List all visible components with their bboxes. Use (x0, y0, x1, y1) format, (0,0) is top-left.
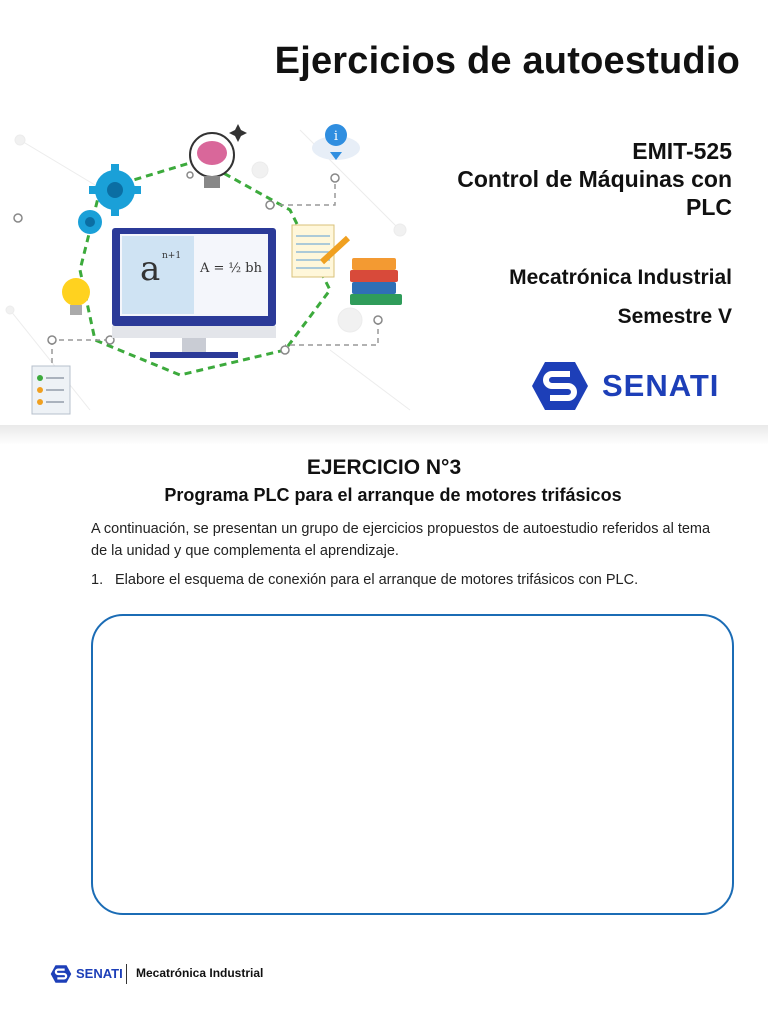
course-name-line1: Control de Máquinas con (457, 166, 732, 192)
task-text: Elabore el esquema de conexión para el arranque de motores trifásicos con PLC. (115, 572, 639, 588)
program-name: Mecatrónica Industrial (509, 266, 732, 289)
svg-text:a: a (140, 249, 161, 289)
course-block (372, 137, 732, 221)
senati-logo (530, 360, 740, 416)
footer-logo-text: SENATI (76, 966, 123, 981)
answer-box[interactable] (91, 614, 734, 915)
intro-paragraph: A continuación, se presentan un grupo de ejercicios propuestos de autoestudio referidos al tema de la unidad y que complementa el aprendizaje. (91, 521, 711, 559)
svg-text:n+1: n+1 (162, 251, 182, 261)
senati-logo-text: SENATI (602, 368, 720, 403)
books-icon (350, 258, 402, 305)
gear-icon (78, 164, 141, 234)
task-item (91, 569, 731, 591)
monitor-icon (112, 228, 276, 358)
course-code: EMIT-525 (632, 138, 732, 164)
course-name-line2: PLC (686, 194, 732, 220)
task-number: 1. (91, 572, 104, 588)
lightbulb-icon (62, 278, 90, 315)
notepad-pencil-icon (292, 225, 348, 277)
info-cloud-icon (312, 124, 360, 160)
document-title: Ejercicios de autoestudio (274, 40, 740, 82)
exercise-title: EJERCICIO N°3 (306, 456, 462, 479)
brain-bulb-icon (190, 124, 247, 188)
footer-separator (126, 964, 127, 984)
footer-senati-logo-icon (50, 964, 72, 984)
svg-text:A = ½ bh: A = ½ bh (200, 261, 262, 276)
checklist-icon (32, 366, 70, 414)
study-illustration (0, 110, 420, 430)
senati-logo-icon (530, 360, 590, 412)
svg-text:i: i (333, 129, 339, 144)
exercise-subtitle: Programa PLC para el arranque de motores trifásicos (164, 485, 622, 505)
footer-program: Mecatrónica Industrial (136, 966, 264, 980)
semester-label: Semestre V (617, 305, 732, 328)
